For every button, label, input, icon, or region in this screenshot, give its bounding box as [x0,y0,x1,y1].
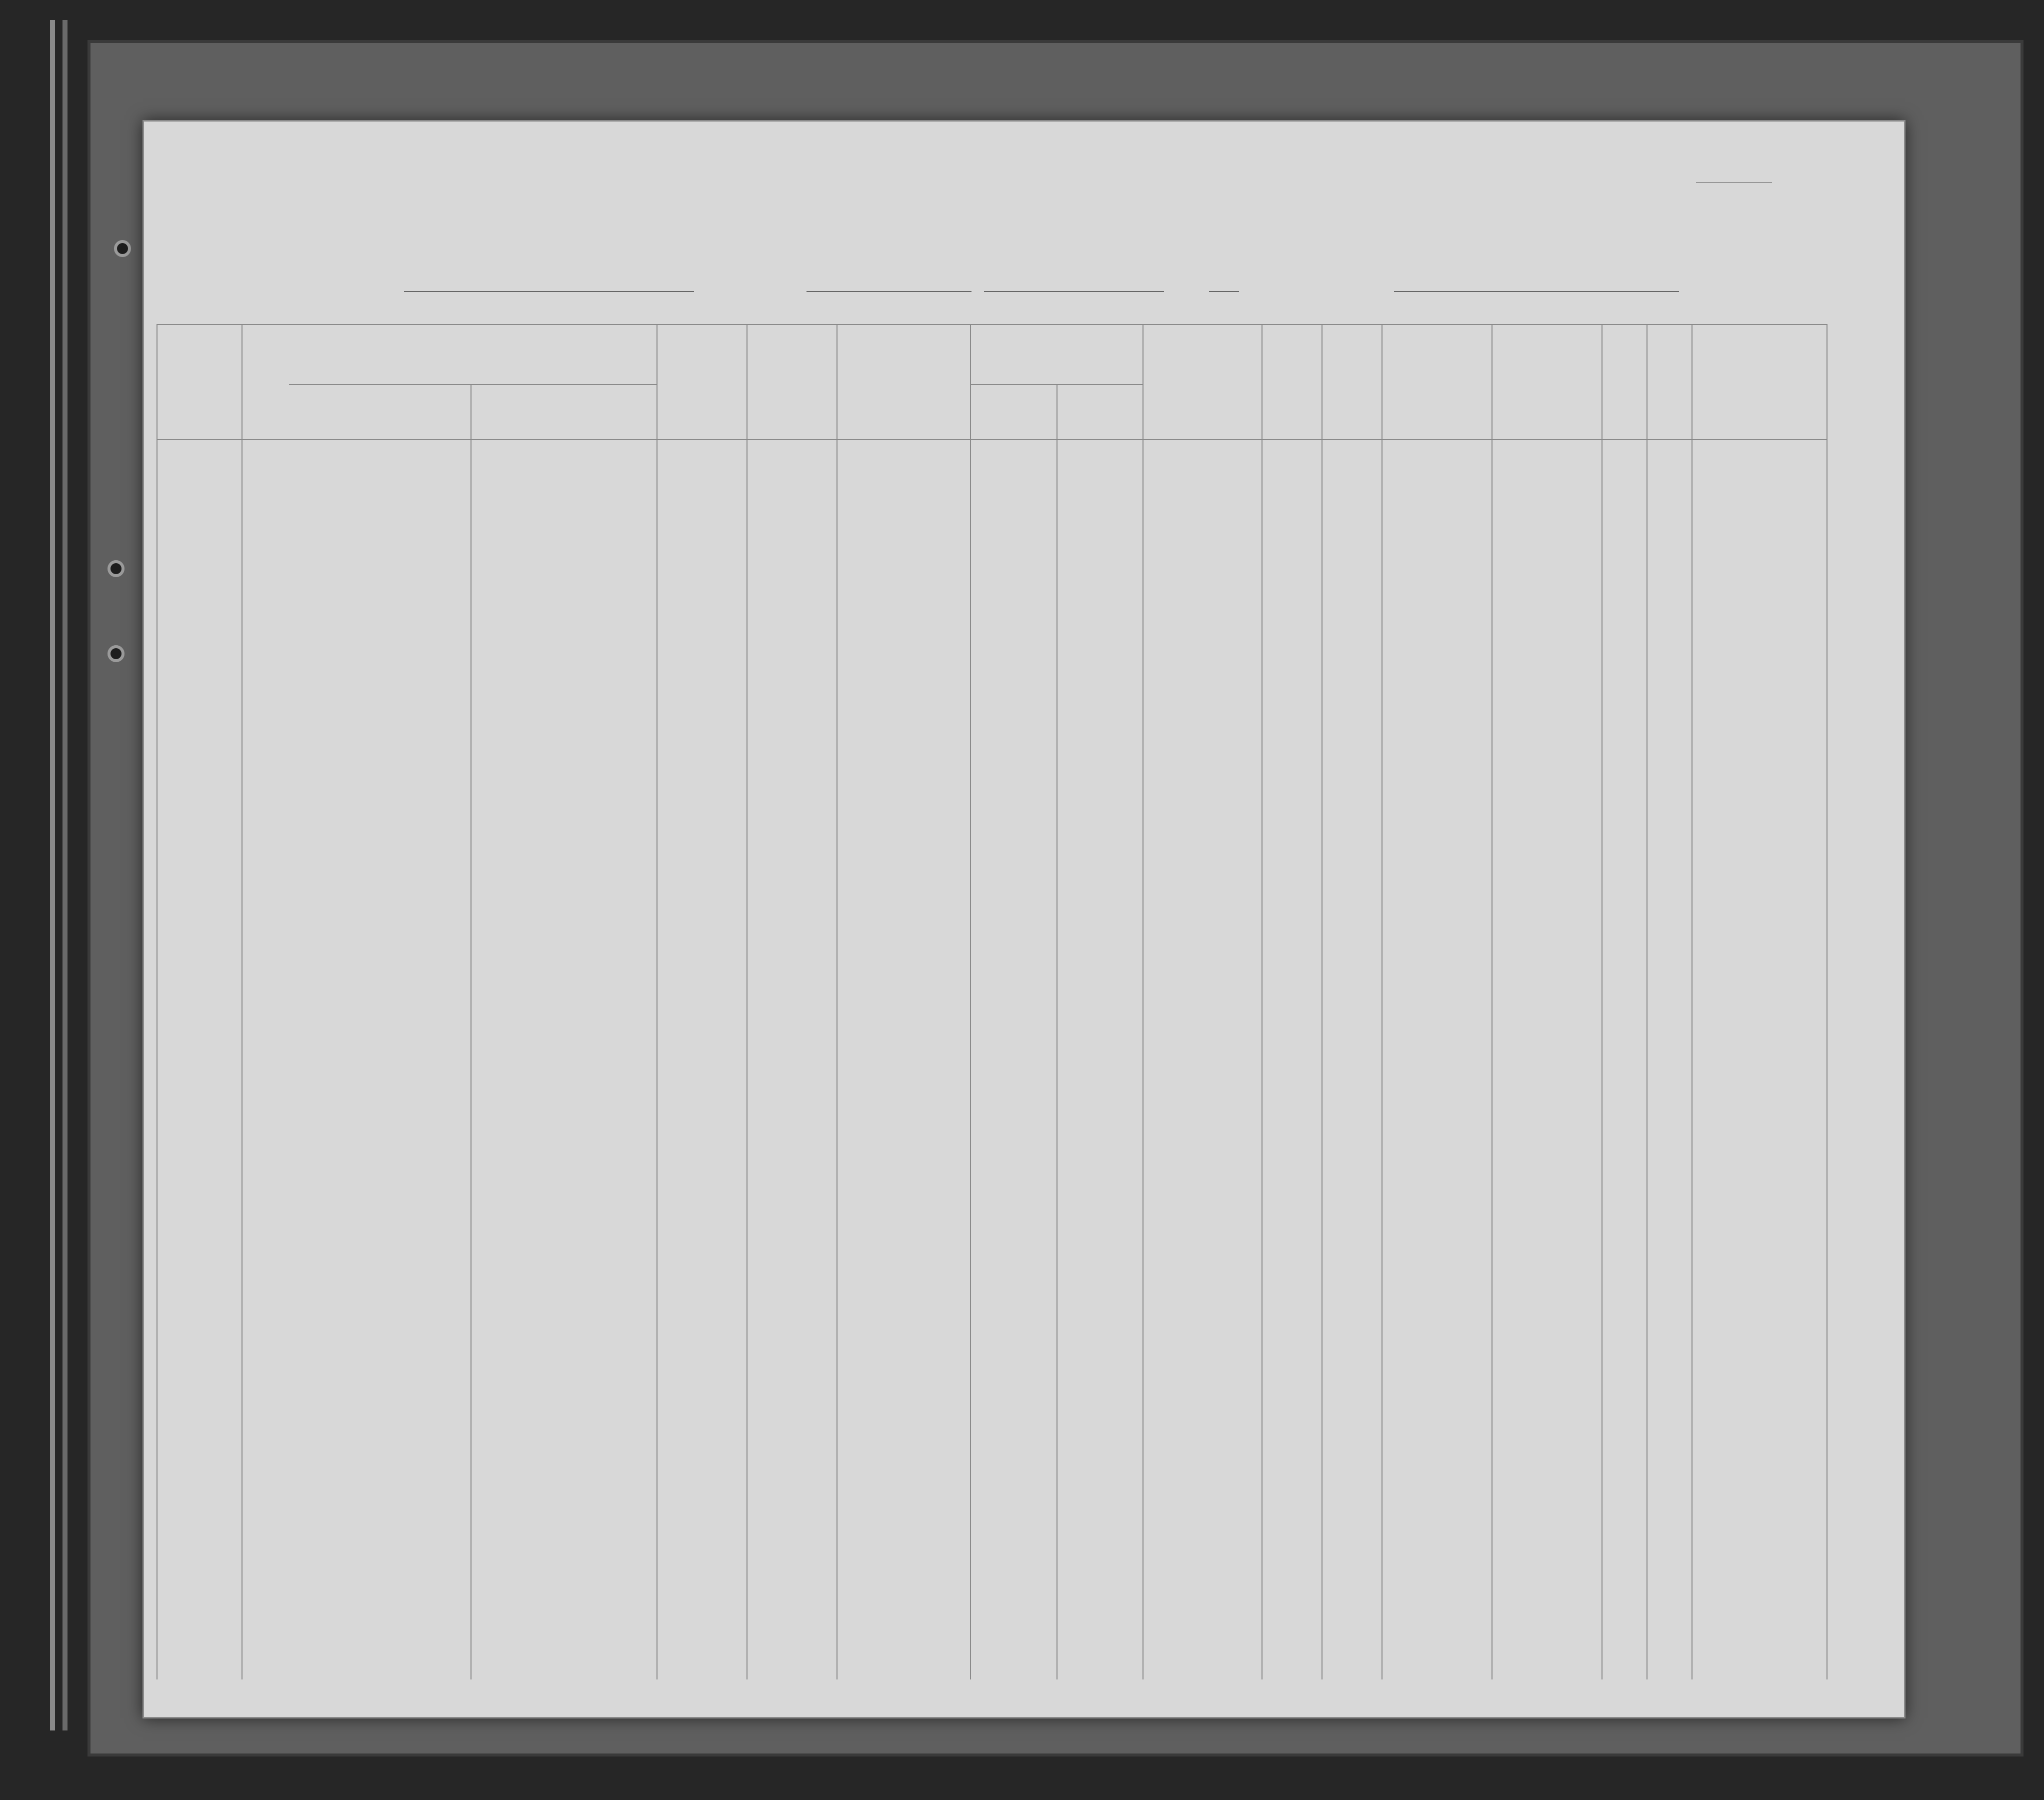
binder-edge [50,20,55,1730]
arrival-date [984,291,1164,292]
crew-table [156,324,1826,1674]
binder-hole [114,240,131,257]
binder-edge [62,20,68,1730]
col-5-header [836,328,970,343]
col-9-header [1322,328,1382,356]
year-suffix [1209,291,1239,292]
vessel-name [404,291,694,292]
col-8-header [1262,328,1322,343]
col-7-header [1142,328,1262,343]
sheet-number-field [1692,172,1772,187]
binder-hole [108,560,124,577]
col-10-header [1382,328,1442,356]
manifest-sheet [142,120,1906,1718]
from-port [1394,291,1679,292]
binder-hole [108,645,124,662]
col-4-header [746,328,836,333]
col-6-header [970,328,1142,336]
col-2-header [242,328,656,337]
col-3-header [656,328,746,343]
arriving-port [806,291,972,292]
vessel-line [349,294,1839,317]
col-1-header [156,328,242,332]
